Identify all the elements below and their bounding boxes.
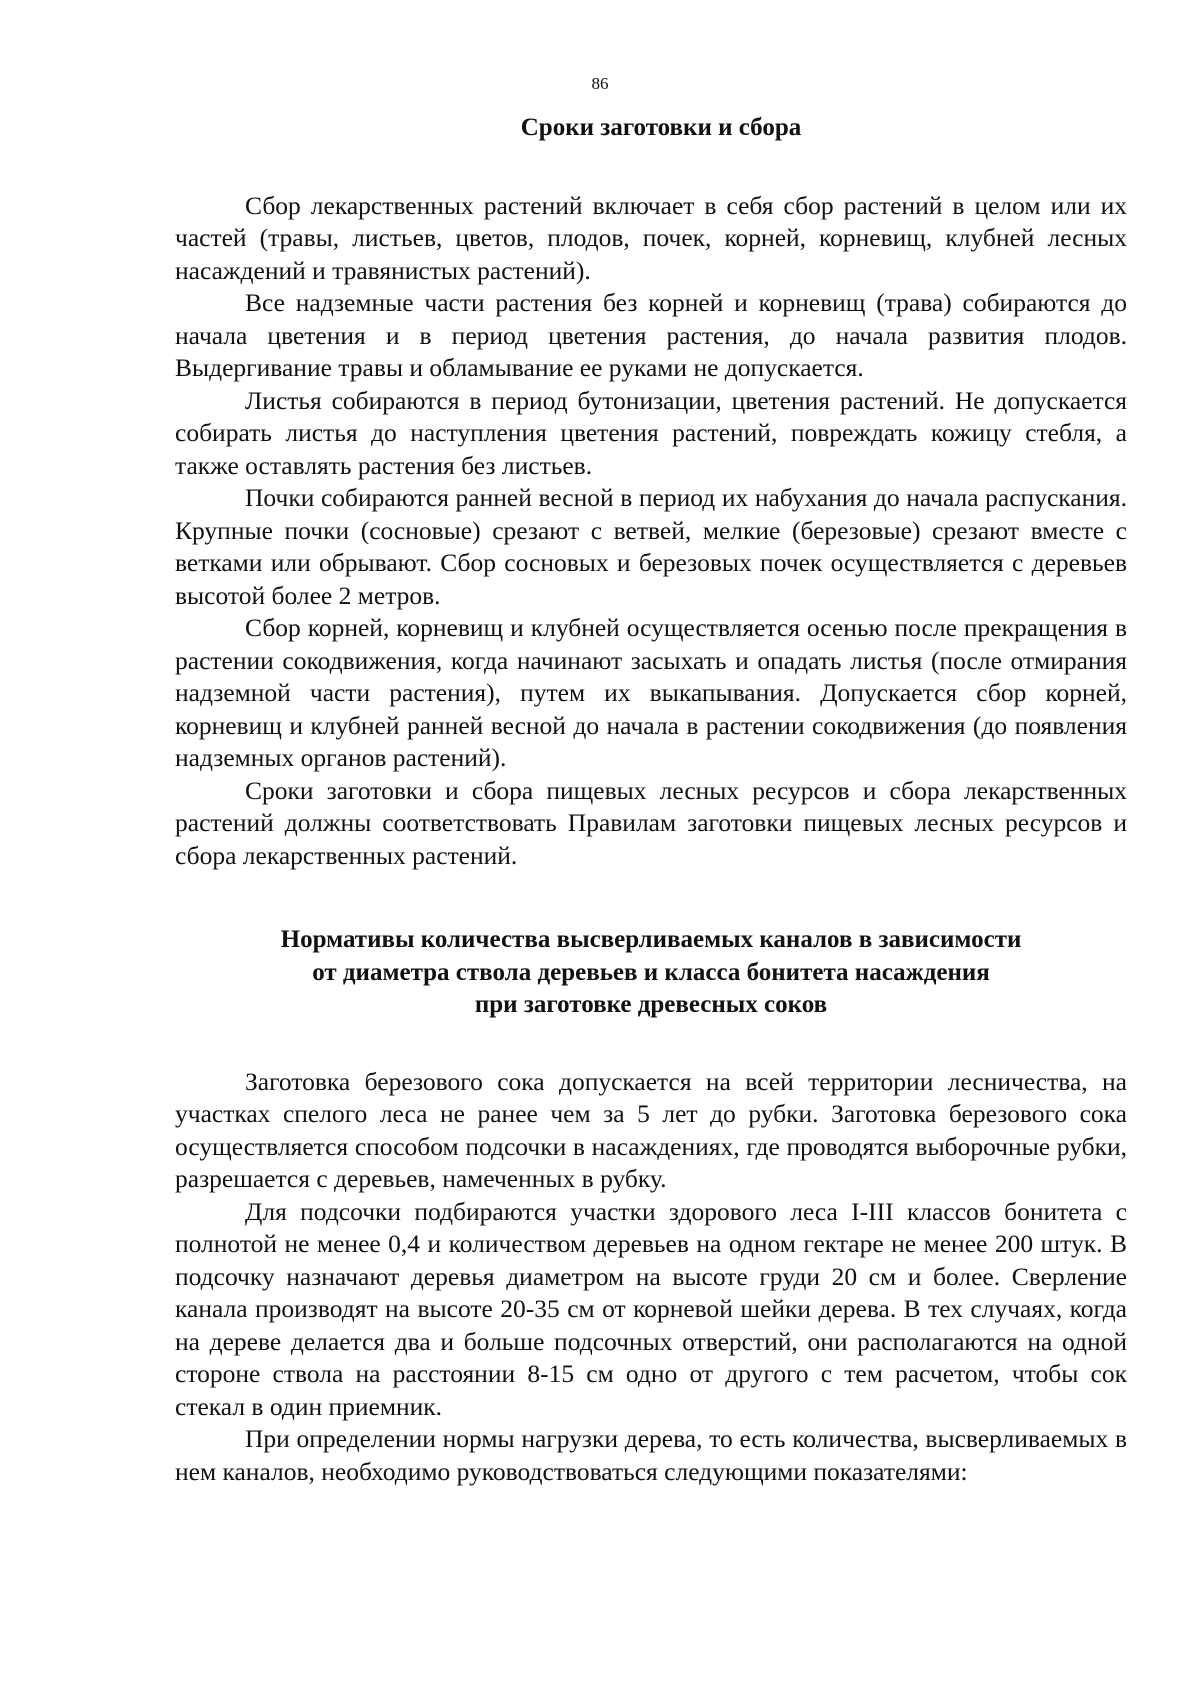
paragraph: Для подсочки подбираются участки здорового леса I-III классов бонитета с полнотой не менее 0,4 и количеством деревьев на одном гектаре не менее 200 штук. В подсочку назначают деревья диаметром на высоте груди 20 см и более. Сверление канала производят на высоте 20-35 см от корневой шейки дерева. В тех случаях, когда на дереве делается два и больше подсочных отверстий, они располагаются на одной стороне ствола на расстоянии 8-15 см одно от другого с тем расчетом, чтобы сок стекал в один приемник. xyxy=(175,1196,1127,1421)
paragraph: Почки собираются ранней весной в период их набухания до начала распускания. Крупные почки (сосновые) срезают с ветвей, мелкие (березовые) срезают вместе с ветками или обрывают. Сбор сосновых и березовых почек осуществляется с деревьев высотой более 2 метров. xyxy=(175,483,1127,610)
section-title-drilling-norms xyxy=(175,924,1127,1022)
section-title-line: при заготовке древесных соков xyxy=(474,991,828,1018)
paragraph: Все надземные части растения без корней и корневищ (трава) собираются до начала цветения и в период цветения растения, до начала развития плодов. Выдергивание травы и обламывание ее руками не допускается. xyxy=(175,288,1127,382)
paragraph: Сбор лекарственных растений включает в себя сбор растений в целом или их частей (травы, листьев, цветов, плодов, почек, корней, корневищ, клубней лесных насаждений и травянистых растений). xyxy=(175,190,1127,285)
page-number: 86 xyxy=(591,74,609,93)
paragraph: Заготовка березового сока допускается на всей территории лесничества, на участках спелого леса не ранее чем за 5 лет до рубки. Заготовка березового сока осуществляется способом подсочки в насаждениях, где проводятся выборочные рубки, разрешается с деревьев, намеченных в рубку. xyxy=(175,1066,1127,1193)
paragraph: При определении нормы нагрузки дерева, то есть количества, высверливаемых в нем каналов, необходимо руководствоваться следующими показателями: xyxy=(175,1424,1127,1486)
paragraph: Листья собираются в период бутонизации, цветения растений. Не допускается собирать листья до наступления цветения растений, повреждать кожицу стебля, а также оставлять растения без листьев. xyxy=(175,385,1127,480)
paragraph: Сроки заготовки и сбора пищевых лесных ресурсов и сбора лекарственных растений должны соответствовать Правилам заготовки пищевых лесных ресурсов и сбора лекарственных растений. xyxy=(175,775,1127,870)
paragraph: Сбор корней, корневищ и клубней осуществляется осенью после прекращения в растении сокодвижения, когда начинают засыхать и опадать листья (после отмирания надземной части растения), путем их выкапывания. Допускается сбор корней, корневищ и клубней ранней весной до начала в растении сокодвижения (до появления надземных органов растений). xyxy=(175,613,1127,772)
section-title-harvest-terms: Сроки заготовки и сбора xyxy=(520,114,802,141)
section-title-line: Нормативы количества высверливаемых каналов в зависимости xyxy=(280,926,1022,953)
section-title-line: от диаметра ствола деревьев и класса бонитета насаждения xyxy=(312,958,990,986)
page-content xyxy=(175,112,1127,1488)
